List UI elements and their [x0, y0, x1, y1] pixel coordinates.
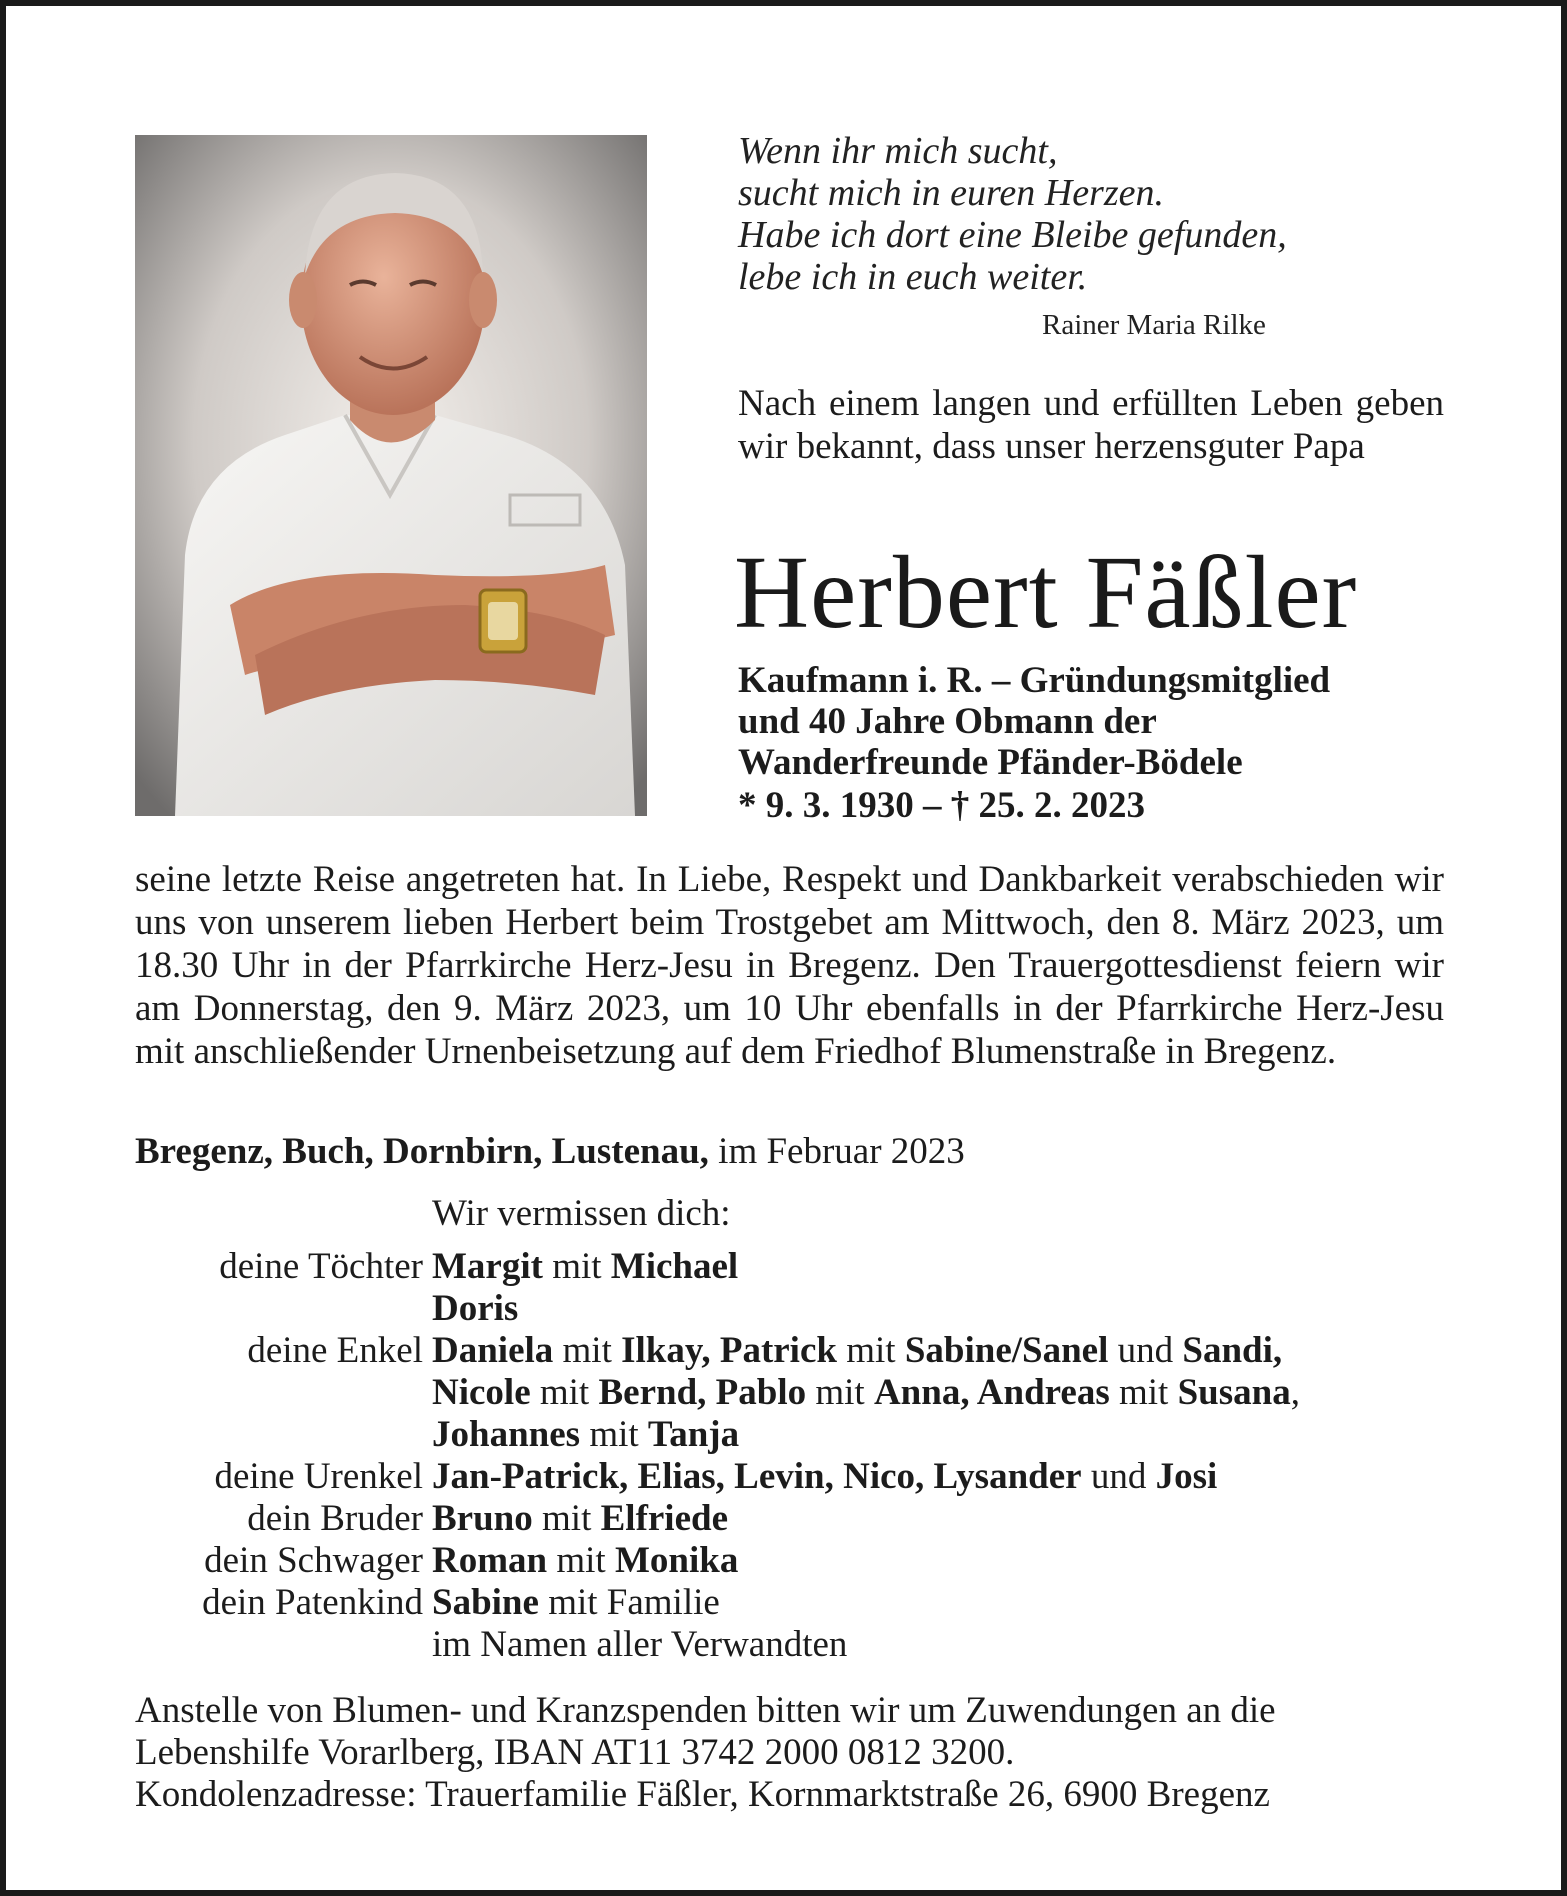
family-row-patenkind [135, 1582, 1465, 1666]
life-dates: * 9. 3. 1930 – † 25. 2. 2023 [738, 785, 1145, 826]
relation-label: deine Töchter [219, 1246, 423, 1287]
family-list [135, 1246, 1465, 1666]
family-name: Susana [1177, 1372, 1291, 1413]
poem-line: sucht mich in euren Herzen. [738, 172, 1164, 214]
places: Bregenz, Buch, Dornbirn, Lustenau, [135, 1131, 709, 1172]
family-row-enkel [135, 1330, 1465, 1456]
family-name: Doris [432, 1288, 519, 1329]
family-name: Ilkay, Patrick [621, 1330, 837, 1371]
portrait-illustration [135, 135, 647, 816]
relation-label: dein Schwager [204, 1540, 423, 1581]
family-name: Anna, Andreas [873, 1372, 1110, 1413]
relation-names: Daniela mit Ilkay, Patrick mit Sabine/Sanel und Sandi, Nicole mit Bernd, Pablo mit Anna, Andreas mit Susana, Johannes mit Tanja [432, 1330, 1300, 1455]
subtitle-line: Kaufmann i. R. – Gründungsmitglied [738, 660, 1331, 701]
family-name: Roman [432, 1540, 548, 1581]
donation-iban: Lebenshilfe Vorarlberg, IBAN AT11 3742 2000 0812 3200. [135, 1732, 1015, 1773]
family-name: Michael [610, 1246, 739, 1287]
subtitle-line: und 40 Jahre Obmann der [738, 701, 1157, 742]
condolence-address: Kondolenzadresse: Trauerfamilie Fäßler, Kornmarktstraße 26, 6900 Bregenz [135, 1774, 1270, 1815]
relation-names: Sabine mit Familie im Namen aller Verwandten [432, 1582, 1465, 1666]
family-name: Monika [614, 1540, 739, 1581]
poem-quote [738, 130, 1438, 298]
family-name: Jan-Patrick, Elias, Levin, Nico, Lysander [432, 1456, 1082, 1497]
closing-notes [135, 1690, 1465, 1816]
family-name: Johannes [432, 1414, 581, 1455]
deceased-subtitle [738, 660, 1458, 783]
family-row-bruder [135, 1498, 1465, 1540]
family-name: Daniela [432, 1330, 554, 1371]
relation-names: Margit mit Michael Doris [432, 1246, 739, 1329]
announcement-date: im Februar 2023 [718, 1131, 965, 1172]
family-name: Elfriede [600, 1498, 729, 1539]
relation-names: Jan-Patrick, Elias, Levin, Nico, Lysander und Josi [432, 1456, 1218, 1497]
family-name: Nicole [432, 1372, 531, 1413]
poem-line: lebe ich in euch weiter. [738, 256, 1088, 298]
family-name: Sandi, [1182, 1330, 1283, 1371]
relation-label: dein Bruder [247, 1498, 423, 1539]
family-name: Sabine/Sanel [904, 1330, 1109, 1371]
family-row-urenkel [135, 1456, 1465, 1498]
family-row-schwager [135, 1540, 1465, 1582]
portrait-photo [135, 135, 647, 816]
subtitle-line: Wanderfreunde Pfänder-Bödele [738, 742, 1243, 783]
donation-request: Anstelle von Blumen- und Kranzspenden bitten wir um Zuwendungen an die [135, 1690, 1276, 1731]
family-closing: im Namen aller Verwandten [432, 1624, 848, 1665]
service-announcement: seine letzte Reise angetreten hat. In Liebe, Respekt und Dankbarkeit verabschieden wir uns von unserem lieben Herbert beim Trostgebet am Mittwoch, den 8. März 2023, um 18.30 Uhr in der Pfarrkirche Herz-Jesu in Bregenz. Den Trauergottesdienst feiern wir am Donnerstag, den 9. März 2023, um 10 Uhr ebenfalls in der Pfarrkirche Herz-Jesu mit anschließender Urnenbeisetzung auf dem Friedhof Blumenstraße in Bregenz. [135, 859, 1444, 1072]
relation-names: Bruno mit Elfriede [432, 1498, 729, 1539]
relation-label: deine Enkel [247, 1330, 423, 1371]
poem-line: Wenn ihr mich sucht, [738, 130, 1058, 172]
family-name: Margit [432, 1246, 543, 1287]
deceased-name: Herbert Fäßler [734, 535, 1358, 650]
family-name: Tanja [647, 1414, 740, 1455]
family-name: Josi [1155, 1456, 1218, 1497]
place-date-line [135, 1130, 965, 1173]
relation-label: dein Patenkind [202, 1582, 423, 1623]
relation-names: Roman mit Monika [432, 1540, 739, 1581]
miss-text: Wir vermissen dich: [432, 1193, 731, 1234]
poem-line: Habe ich dort eine Bleibe gefunden, [738, 214, 1287, 256]
family-name: Sabine [432, 1582, 539, 1623]
intro-text: Nach einem langen und erfüllten Leben geben wir bekannt, dass unser herzensguter Papa [738, 383, 1444, 467]
family-row-toechter [135, 1246, 1465, 1330]
poem-author: Rainer Maria Rilke [1042, 309, 1266, 341]
family-name: Bernd, Pablo [598, 1372, 807, 1413]
relation-label: deine Urenkel [214, 1456, 423, 1497]
family-name: Bruno [432, 1498, 533, 1539]
